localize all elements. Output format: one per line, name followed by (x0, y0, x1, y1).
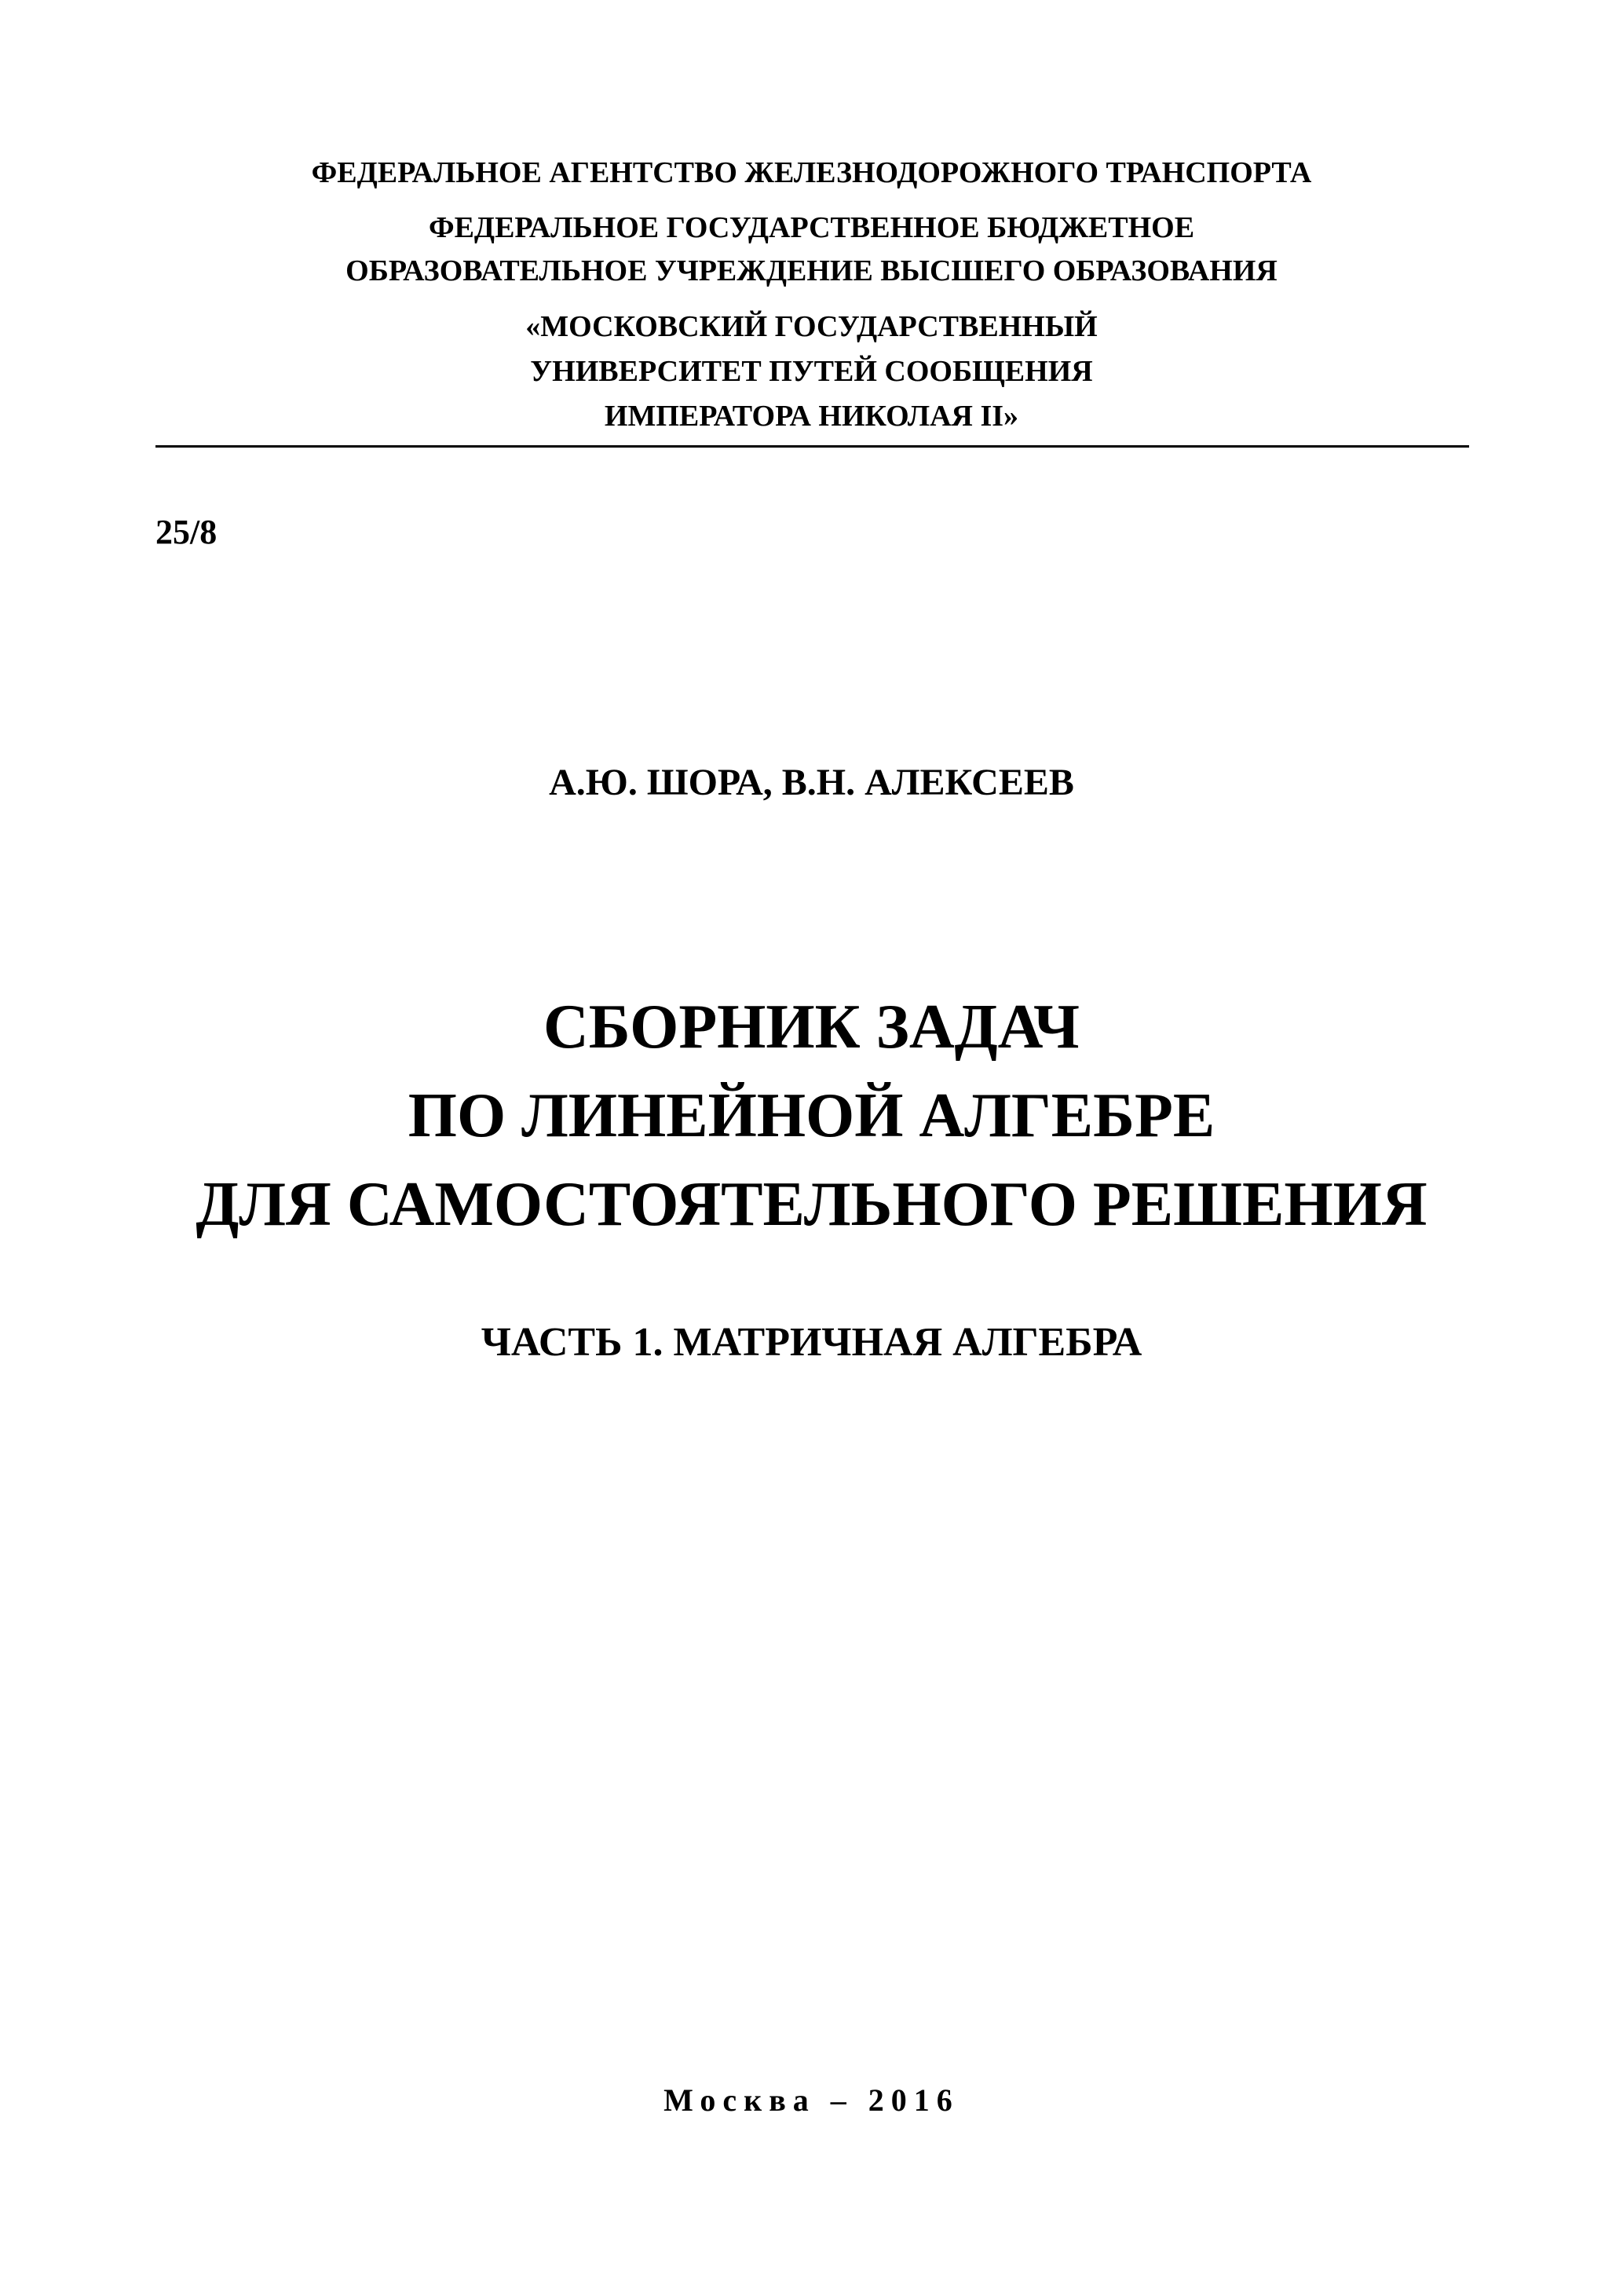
university-line-2: УНИВЕРСИТЕТ ПУТЕЙ СООБЩЕНИЯ (530, 355, 1093, 388)
title-line-3: ДЛЯ САМОСТОЯТЕЛЬНОГО РЕШЕНИЯ (196, 1170, 1427, 1239)
authors: А.Ю. ШОРА, В.Н. АЛЕКСЕЕВ (549, 762, 1074, 803)
university-line-1: «МОСКОВСКИЙ ГОСУДАРСТВЕННЫЙ (525, 310, 1098, 343)
header-divider (155, 445, 1469, 448)
city-year: Москва – 2016 (663, 2082, 960, 2118)
title-line-2: ПО ЛИНЕЙНОЙ АЛГЕБРЕ (408, 1081, 1215, 1150)
institution-line-2: ОБРАЗОВАТЕЛЬНОЕ УЧРЕЖДЕНИЕ ВЫСШЕГО ОБРАЗОВАНИЯ (345, 254, 1278, 287)
institution-line-1: ФЕДЕРАЛЬНОЕ ГОСУДАРСТВЕННОЕ БЮДЖЕТНОЕ (428, 211, 1195, 244)
title-line-1: СБОРНИК ЗАДАЧ (543, 993, 1080, 1062)
agency-name: ФЕДЕРАЛЬНОЕ АГЕНТСТВО ЖЕЛЕЗНОДОРОЖНОГО ТРАНСПОРТА (311, 156, 1312, 189)
subtitle: ЧАСТЬ 1. МАТРИЧНАЯ АЛГЕБРА (481, 1320, 1142, 1365)
catalog-code: 25/8 (155, 513, 217, 551)
university-line-3: ИМПЕРАТОРА НИКОЛАЯ II» (604, 400, 1019, 433)
